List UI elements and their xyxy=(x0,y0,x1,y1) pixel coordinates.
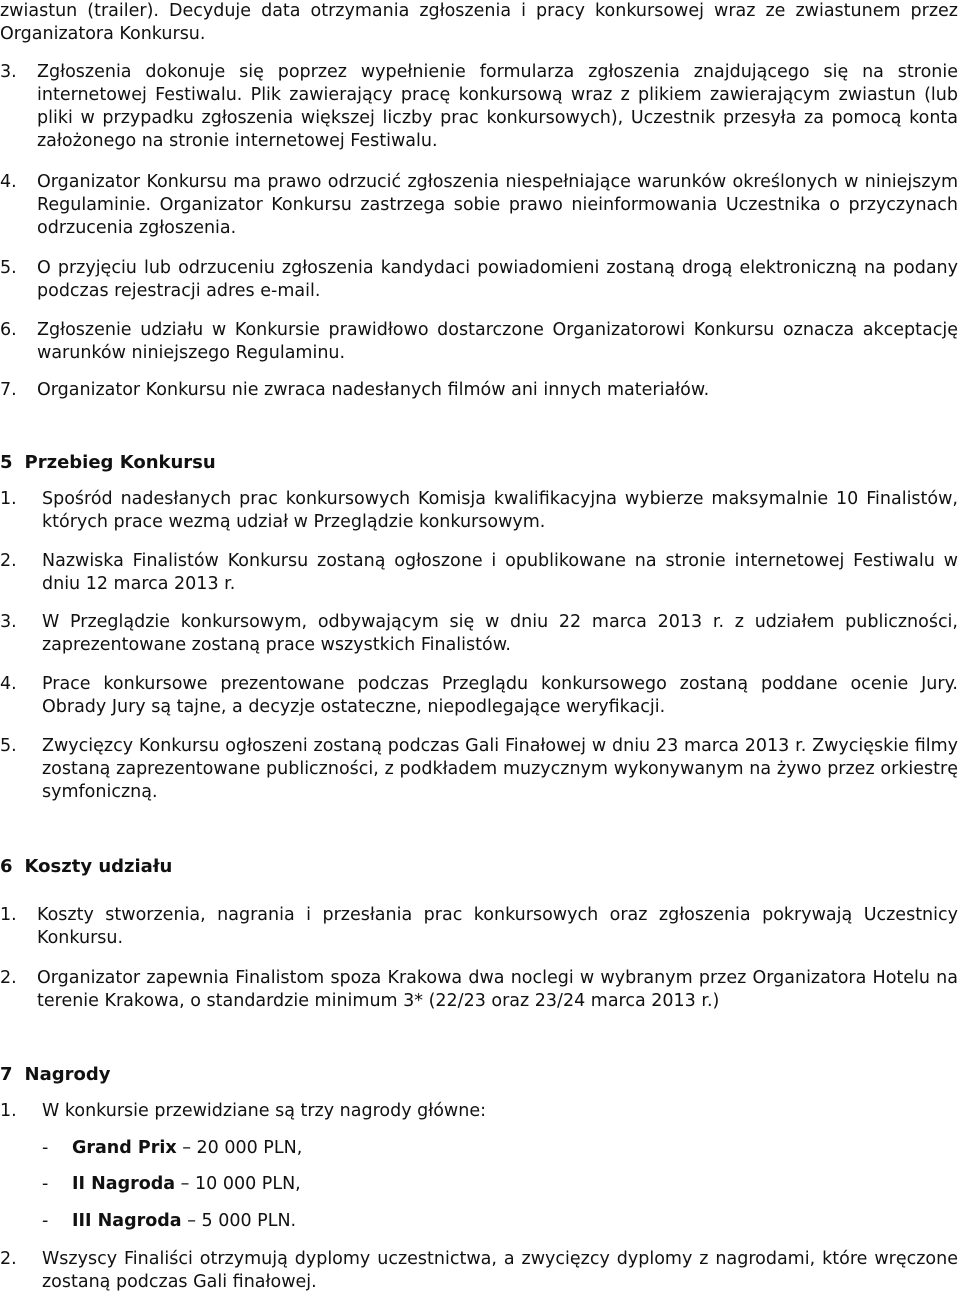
list-item-4 xyxy=(0,171,958,240)
prize-amount: – 10 000 PLN, xyxy=(180,1174,301,1194)
list-number: 4. xyxy=(0,172,17,192)
list-text: Zwycięzcy Konkursu ogłoszeni zostaną podczas Gali Finałowej w dniu 23 marca 2013 r. Zwycięskie filmy zostaną zaprezentowane publiczności, z podkładem muzycznym wykonywanym na żywo przez orkiestrę symfoniczną. xyxy=(42,736,958,802)
list-number: 1. xyxy=(0,489,17,509)
list-number: 5. xyxy=(0,258,17,278)
list-item-7 xyxy=(0,379,958,402)
section-5-item-5 xyxy=(0,735,958,804)
section-title: Przebieg Konkursu xyxy=(24,452,216,473)
section-5-item-1 xyxy=(0,488,958,534)
list-text: Koszty stworzenia, nagrania i przesłania prac konkursowych oraz zgłoszenia pokrywają Uczestnicy Konkursu. xyxy=(37,905,958,948)
list-text: W Przeglądzie konkursowym, odbywającym się w dniu 22 marca 2013 r. z udziałem publiczności, zaprezentowane zostaną prace wszystkich Finalistów. xyxy=(42,612,958,655)
list-text: Organizator zapewnia Finalistom spoza Krakowa dwa noclegi w wybranym przez Organizatora Hotelu na terenie Krakowa, o standardzie minimum 3* (22/23 oraz 23/24 marca 2013 r.) xyxy=(37,968,958,1011)
list-item-6 xyxy=(0,319,958,365)
list-number: 2. xyxy=(0,551,17,571)
section-6-item-1 xyxy=(0,904,958,950)
prize-amount: – 5 000 PLN. xyxy=(187,1211,297,1231)
list-number: 3. xyxy=(0,62,17,82)
section-number: 5 xyxy=(0,452,13,473)
section-5-item-2 xyxy=(0,550,958,596)
list-number: 4. xyxy=(0,674,17,694)
prize-name: Grand Prix xyxy=(72,1138,177,1158)
list-text: W konkursie przewidziane są trzy nagrody główne: xyxy=(42,1101,486,1121)
prize-item xyxy=(42,1137,302,1160)
list-text: Nazwiska Finalistów Konkursu zostaną ogłoszone i opublikowane na stronie internetowej Festiwalu w dniu 12 marca 2013 r. xyxy=(42,551,958,594)
prize-item xyxy=(42,1173,301,1196)
section-5-item-4 xyxy=(0,673,958,719)
prize-dash: - xyxy=(42,1138,49,1158)
section-number: 6 xyxy=(0,856,13,877)
list-text: Wszyscy Finaliści otrzymują dyplomy uczestnictwa, a zwycięzcy dyplomy z nagrodami, które wręczone zostaną podczas Gali finałowej. xyxy=(42,1249,958,1292)
list-text: Zgłoszenie udziału w Konkursie prawidłowo dostarczone Organizatorowi Konkursu oznacza akceptację warunków niniejszego Regulaminu. xyxy=(37,320,958,363)
list-item-5 xyxy=(0,257,958,303)
prize-name: III Nagroda xyxy=(72,1211,182,1231)
section-7-heading xyxy=(0,1063,111,1086)
list-text: Prace konkursowe prezentowane podczas Przeglądu konkursowego zostaną poddane ocenie Jury. Obrady Jury są tajne, a decyzje ostateczne, niepodlegające weryfikacji. xyxy=(42,674,958,717)
prize-name: II Nagroda xyxy=(72,1174,176,1194)
paragraph-2-continuation: zwiastun (trailer). Decyduje data otrzymania zgłoszenia i pracy konkursowej wraz ze zwiastunem przez Organizatora Konkursu. xyxy=(0,1,958,44)
section-title: Nagrody xyxy=(24,1064,111,1085)
list-number: 1. xyxy=(0,1101,17,1121)
list-number: 6. xyxy=(0,320,17,340)
section-title: Koszty udziału xyxy=(24,856,173,877)
list-number: 2. xyxy=(0,968,17,988)
section-5-item-3 xyxy=(0,611,958,657)
list-number: 2. xyxy=(0,1249,17,1269)
list-number: 5. xyxy=(0,736,17,756)
list-number: 7. xyxy=(0,380,17,400)
list-text: Spośród nadesłanych prac konkursowych Komisja kwalifikacyjna wybierze maksymalnie 10 Finalistów, których prace wezmą udział w Przeglądzie konkursowym. xyxy=(42,489,958,532)
list-text: Organizator Konkursu nie zwraca nadesłanych filmów ani innych materiałów. xyxy=(37,380,710,400)
section-6-heading xyxy=(0,855,172,878)
section-7-item-1 xyxy=(0,1100,958,1123)
prize-amount: – 20 000 PLN, xyxy=(182,1138,303,1158)
section-5-heading xyxy=(0,451,216,474)
list-text: Organizator Konkursu ma prawo odrzucić zgłoszenia niespełniające warunków określonych w niniejszym Regulaminie. Organizator Konkursu zastrzega sobie prawo nieinformowania Uczestnika o przyczynach odrzucenia zgłoszenia. xyxy=(37,172,958,238)
list-number: 3. xyxy=(0,612,17,632)
list-text: O przyjęciu lub odrzuceniu zgłoszenia kandydaci powiadomieni zostaną drogą elektroniczną na podany podczas rejestracji adres e-mail. xyxy=(37,258,958,301)
section-number: 7 xyxy=(0,1064,13,1085)
prize-dash: - xyxy=(42,1174,49,1194)
list-text: Zgłoszenia dokonuje się poprzez wypełnienie formularza zgłoszenia znajdującego się na stronie internetowej Festiwalu. Plik zawierający pracę konkursową wraz z plikiem zawierającym zwiastun (lub pliki w przypadku zgłoszenia większej liczby prac konkursowych), Uczestnik przesyła za pomocą konta założonego na stronie internetowej Festiwalu. xyxy=(37,62,958,151)
section-7-item-2 xyxy=(0,1248,958,1294)
list-item-3 xyxy=(0,61,958,153)
list-number: 1. xyxy=(0,905,17,925)
prize-item xyxy=(42,1210,296,1233)
section-6-item-2 xyxy=(0,967,958,1013)
prize-dash: - xyxy=(42,1211,49,1231)
